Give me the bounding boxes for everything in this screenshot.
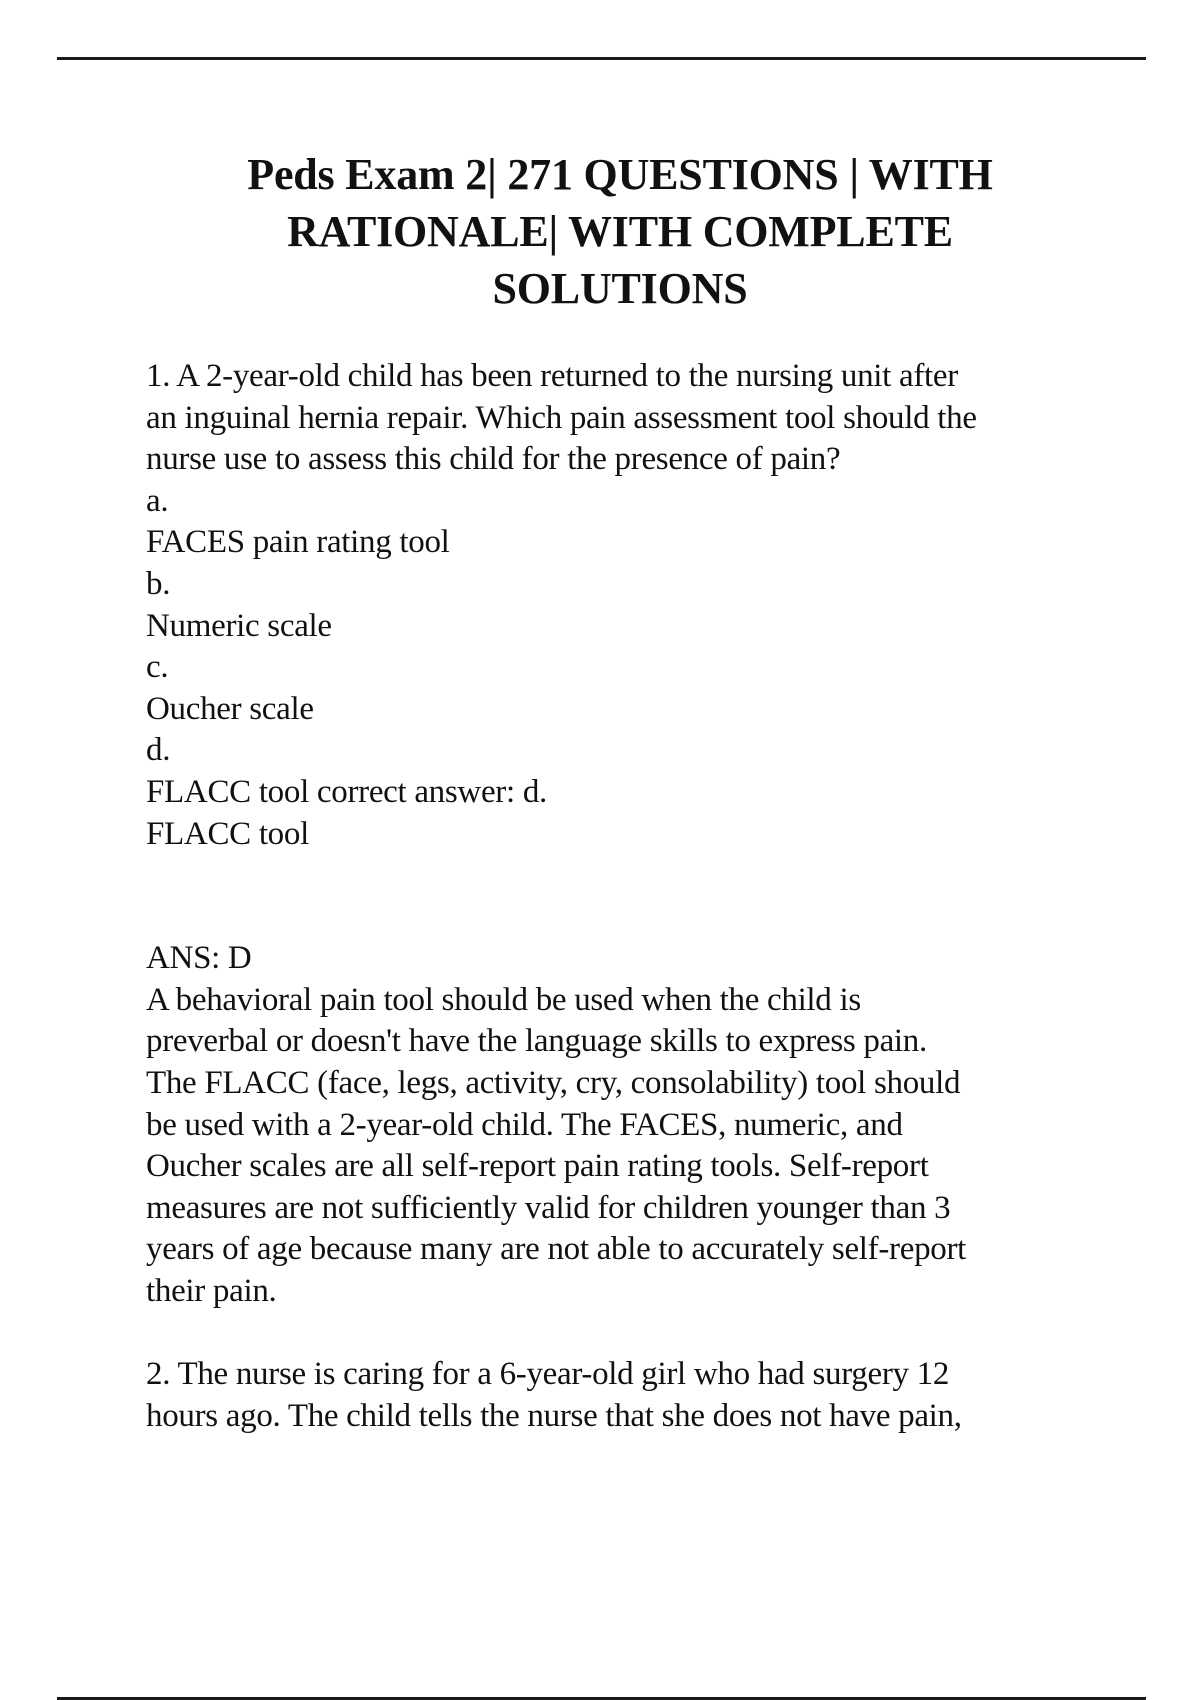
question-2 [146,1354,1106,1437]
stem-line: an inguinal hernia repair. Which pain assessment tool should the [146,399,977,436]
stem-line: hours ago. The child tells the nurse that she does not have pain, [146,1397,962,1434]
option-letter-d: d. [146,732,171,769]
rationale-line: A behavioral pain tool should be used when the child is [146,981,861,1018]
stem-line: nurse use to assess this child for the presence of pain? [146,441,841,478]
question-1 [146,356,1106,1312]
question-stem [146,356,1106,481]
spacer [146,855,1106,938]
rationale-line: measures are not sufficiently valid for children younger than 3 [146,1189,951,1226]
rationale-line: Oucher scales are all self-report pain rating tools. Self-report [146,1148,929,1185]
answer-options [146,481,1106,855]
rationale [146,980,1106,1313]
rationale-line: The FLACC (face, legs, activity, cry, consolability) tool should [146,1064,961,1101]
option-text-b: Numeric scale [146,607,332,644]
option-letter-a: a. [146,482,169,519]
rationale-line: be used with a 2-year-old child. The FACES, numeric, and [146,1106,903,1143]
spacer [146,1312,1106,1354]
option-letter-b: b. [146,565,171,602]
answer-label: ANS: D [146,940,252,977]
option-text-d: FLACC tool correct answer: d. [146,773,547,810]
rationale-line: preverbal or doesn't have the language skills to express pain. [146,1023,927,1060]
title-line: SOLUTIONS [492,264,748,313]
option-text-a: FACES pain rating tool [146,524,450,561]
title-line: RATIONALE| WITH COMPLETE [287,207,953,256]
option-text-c: Oucher scale [146,690,314,727]
document-title [140,146,1100,317]
rationale-line: their pain. [146,1272,277,1309]
title-line: Peds Exam 2| 271 QUESTIONS | WITH [247,150,993,199]
option-letter-c: c. [146,649,169,686]
correct-answer-text: FLACC tool [146,815,309,852]
rationale-line: years of age because many are not able to accurately self-report [146,1231,967,1268]
stem-line: 1. A 2-year-old child has been returned to the nursing unit after [146,358,958,394]
stem-line: 2. The nurse is caring for a 6-year-old girl who had surgery 12 [146,1356,950,1393]
question-stem [146,1354,1106,1437]
header-rule [57,57,1146,60]
document-body [146,356,1106,1437]
